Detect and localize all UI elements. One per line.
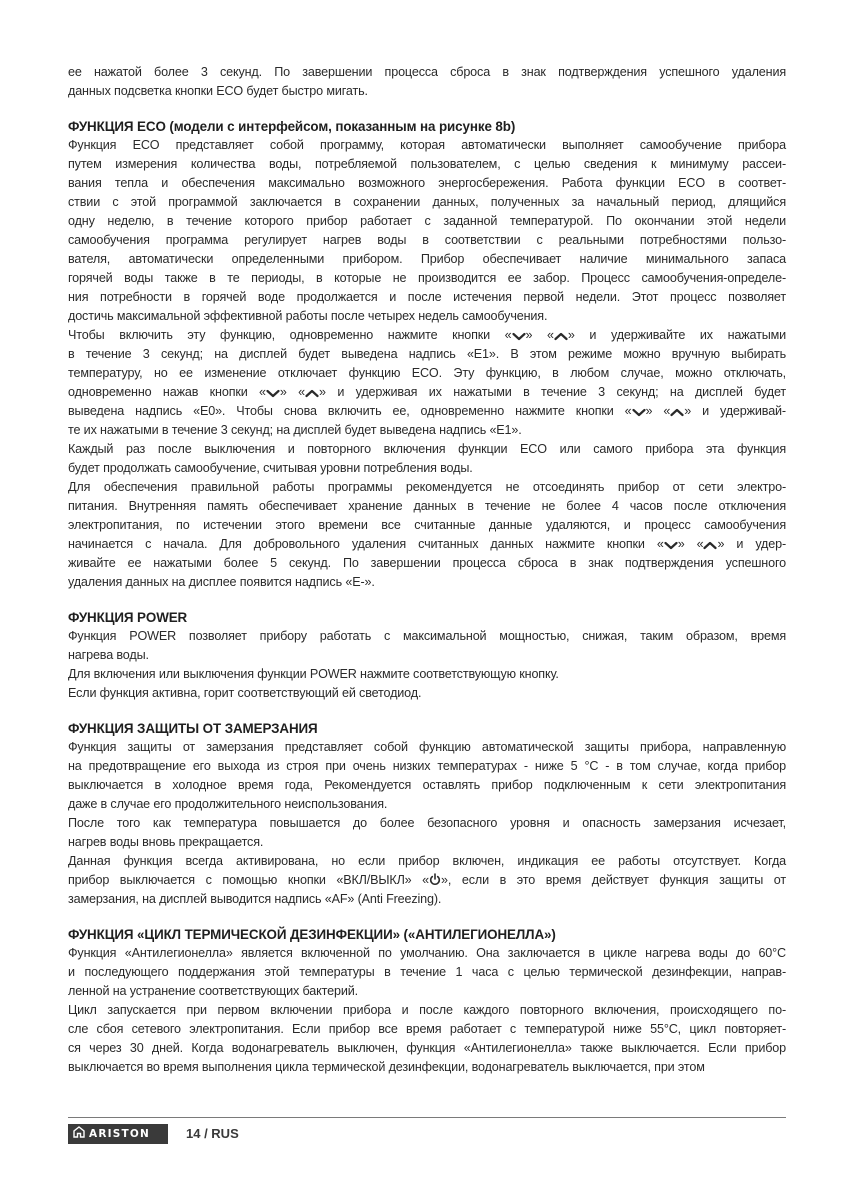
- section-heading: ФУНКЦИЯ «ЦИКЛ ТЕРМИЧЕСКОЙ ДЕЗИНФЕКЦИИ» («АНТИЛЕГИОНЕЛЛА»): [68, 927, 556, 942]
- sections: [68, 117, 786, 1077]
- text-line: самообучения программа регулирует нагрев воды в соответствии с реальными потребностями пользо-: [68, 233, 786, 247]
- text-line: те их нажатыми в течение 3 секунд; на дисплей будет выведена надпись «E1».: [68, 423, 522, 437]
- text-line: в течение 3 секунд; на дисплей будет выведена надпись «E1». В этом режиме можно вручную выбирать: [68, 347, 786, 361]
- text-line: живайте ее нажатыми более 5 секунд. По завершении процесса сброса в знак подтверждения успешного: [68, 556, 786, 570]
- text-line: и последующего поддержания этой температуры в течение 1 часа с целью термической дезинфекции, направ-: [68, 965, 786, 979]
- section: [68, 117, 786, 592]
- text-line: Каждый раз после выключения и повторного включения функции ECO или самого прибора эта функция: [68, 442, 786, 456]
- paragraph: [68, 852, 786, 909]
- text-line: Функция «Антилегионелла» является включенной по умолчанию. Она заключается в цикле нагрева воды до 60°C: [68, 946, 786, 960]
- text-line: путем измерения количества воды, потребляемой пользователем, с целью сведения к минимуму рассеи-: [68, 157, 786, 171]
- intro-paragraph: [68, 63, 786, 101]
- text-line: Если функция активна, горит соответствующий ей светодиод.: [68, 686, 422, 700]
- text-line: выключается в холодное время года, Рекомендуется оставлять прибор подключенным к сети электропитания: [68, 778, 786, 792]
- paragraph: [68, 944, 786, 1001]
- paragraph: [68, 326, 786, 440]
- text-line: ствии с этой программой заключается в сохранении данных, полученных за начальный период, длящийся: [68, 195, 786, 209]
- page-number: 14 / RUS: [186, 1126, 239, 1141]
- paragraph: [68, 684, 786, 703]
- text-line: Для обеспечения правильной работы программы рекомендуется не отсоединять прибор от сети электро-: [68, 480, 786, 494]
- text-line: начинается с начала. Для добровольного удаления считанных данных нажмите кнопки « » « » и удер-: [68, 535, 786, 554]
- text-line: Чтобы включить эту функцию, одновременно нажмите кнопки « » « » и удерживайте их нажатыми: [68, 326, 786, 345]
- text-line: нагрева воды.: [68, 648, 149, 662]
- text-line: Функция ECO представляет собой программу, которая автоматически выполняет самообучение прибора: [68, 138, 786, 152]
- paragraph: [68, 627, 786, 665]
- text-line: ленной на устранение соответствующих бактерий.: [68, 984, 358, 998]
- text-line: одну неделю, в течение которого прибор работает с заданной температурой. По окончании этой недели: [68, 214, 786, 228]
- text-line: Для включения или выключения функции POWER нажмите соответствующую кнопку.: [68, 667, 559, 681]
- text-line: ее нажатой более 3 секунд. По завершении процесса сброса в знак подтверждения успешного удаления: [68, 65, 786, 79]
- paragraph: [68, 738, 786, 814]
- section-heading: ФУНКЦИЯ POWER: [68, 610, 188, 625]
- text-line: выключается во время выполнения цикла термической дезинфекции, водонагреватель выключается, при этом: [68, 1060, 705, 1074]
- text-line: на предотвращение его выхода из строя при очень низких температурах - ниже 5 °C - в том случае, когда прибор: [68, 759, 786, 773]
- text-line: нагрев воды вновь прекращается.: [68, 835, 264, 849]
- paragraph: [68, 478, 786, 592]
- brand-name: ARISTON: [89, 1128, 150, 1140]
- text-line: ния потребности в горячей воде продолжается и после истечения первой недели. Этот процесс позволяет: [68, 290, 786, 304]
- text-line: После того как температура повышается до более безопасного уровня и опасность замерзания исчезает,: [68, 816, 786, 830]
- text-line: вания тепла и обеспечения максимально возможного энергосбережения. Работа функции ECO в соответ-: [68, 176, 786, 190]
- text-line: электропитания, по истечении этого времени все считанные данные удаляются, и процесс самообучения: [68, 518, 786, 532]
- paragraph: [68, 814, 786, 852]
- text-line: выведена надпись «E0». Чтобы снова включить ее, одновременно нажмите кнопки « » « » и удерживай-: [68, 402, 786, 421]
- text-line: ся через 30 дней. Когда водонагреватель выключен, функция «Антилегионелла» также выключается. Если прибор: [68, 1041, 786, 1055]
- text-line: одновременно нажав кнопки « » « » и удерживая их нажатыми в течение 3 секунд; на дисплей будет: [68, 383, 786, 402]
- text-line: сле сбоя сетевого электропитания. Если прибор все время работает с температурой ниже 55°C, цикл повторяет-: [68, 1022, 786, 1036]
- paragraph: [68, 136, 786, 326]
- text-line: данных подсветка кнопки ECO будет быстро мигать.: [68, 84, 368, 98]
- page-body: [68, 63, 786, 1077]
- section: [68, 925, 786, 1077]
- text-line: вателя, автоматически определенными прибором. Прибор обеспечивает наличие минимального запаса: [68, 252, 786, 266]
- text-line: удаления данных на дисплее появится надпись «E-».: [68, 575, 375, 589]
- text-line: Цикл запускается при первом включении прибора и после каждого повторного включения, происходящего по-: [68, 1003, 786, 1017]
- ariston-house-icon: [73, 1125, 85, 1143]
- chevron-up-icon: [670, 404, 684, 423]
- footer-divider: [68, 1117, 786, 1118]
- text-line: Данная функция всегда активирована, но если прибор включен, индикация ее работы отсутствует. Когда: [68, 854, 786, 868]
- text-line: замерзания, на дисплей выводится надпись «AF» (Anti Freezing).: [68, 892, 442, 906]
- text-line: горячей воды также в те периоды, в которые не производится ее забор. Процесс самообучения-определе-: [68, 271, 786, 285]
- section-heading: ФУНКЦИЯ ЗАЩИТЫ ОТ ЗАМЕРЗАНИЯ: [68, 721, 318, 736]
- section: [68, 719, 786, 909]
- paragraph: [68, 1001, 786, 1077]
- paragraph: [68, 440, 786, 478]
- paragraph: [68, 665, 786, 684]
- section: [68, 608, 786, 703]
- chevron-down-icon: [632, 404, 646, 423]
- text-line: Функция POWER позволяет прибору работать с максимальной мощностью, снижая, таким образом, время: [68, 629, 786, 643]
- text-line: Функция защиты от замерзания представляет собой функцию автоматической защиты прибора, направленную: [68, 740, 786, 754]
- text-line: даже в случае его продолжительного неиспользования.: [68, 797, 388, 811]
- text-line: питания. Внутренняя память обеспечивает хранение данных в течение не более 4 часов после отключения: [68, 499, 786, 513]
- text-line: будет продолжать самообучение, считывая уровни потребления воды.: [68, 461, 473, 475]
- text-line: достичь максимальной эффективной работы после четырех недель самообучения.: [68, 309, 548, 323]
- text-line: температуру, но ее изменение отключает функцию ECO. Эту функцию, в любом случае, можно отключать,: [68, 366, 786, 380]
- section-heading: ФУНКЦИЯ ECO (модели с интерфейсом, показанным на рисунке 8b): [68, 119, 516, 134]
- text-line: прибор выключается с помощью кнопки «ВКЛ/ВЫКЛ» « », если в это время действует функция защиты от: [68, 871, 786, 890]
- brand-logo: [68, 1124, 168, 1144]
